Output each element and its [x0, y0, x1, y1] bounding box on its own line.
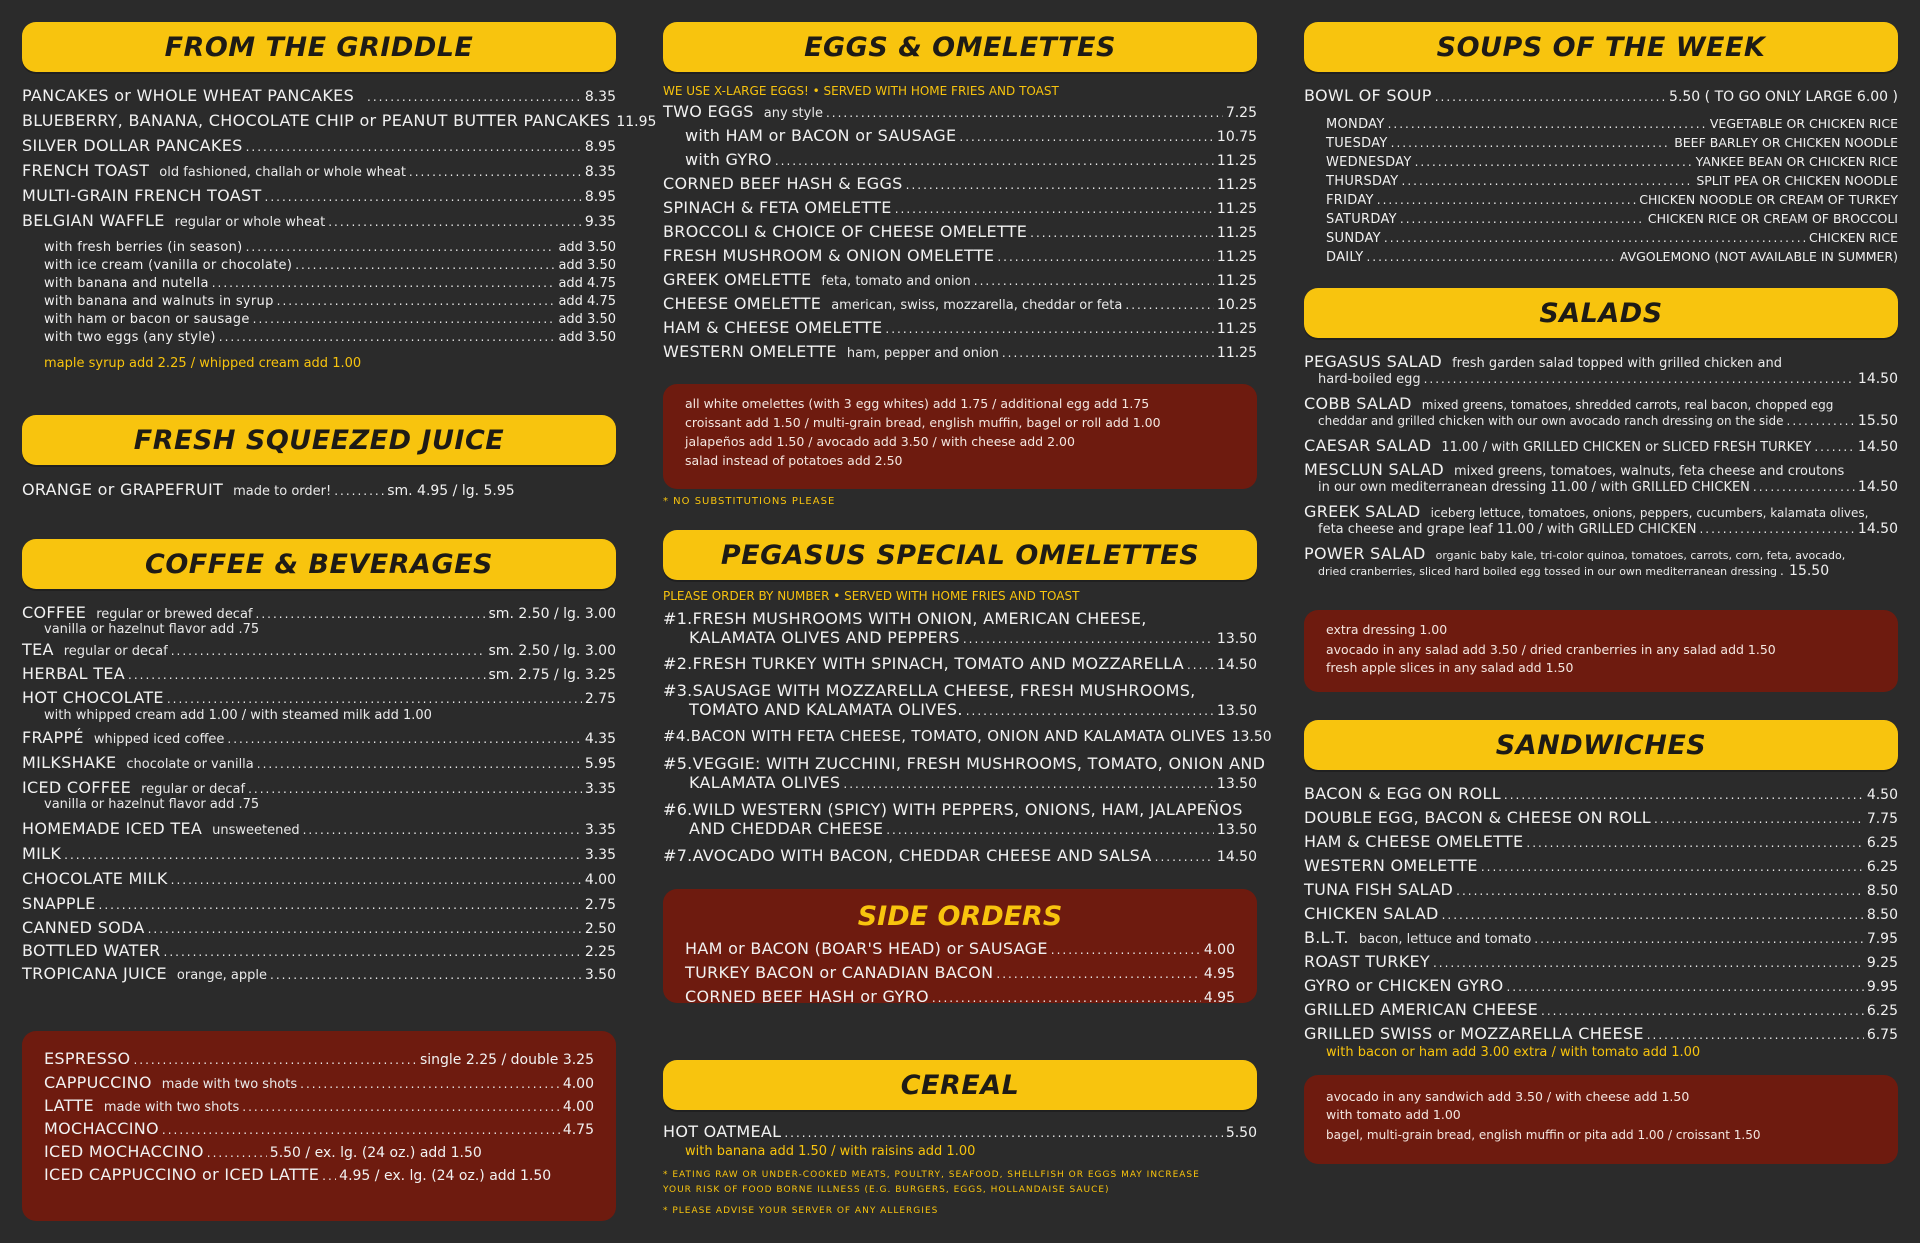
- menu-item: FRESH MUSHROOM & ONION OMELETTE ..... 11.25: [663, 246, 1257, 270]
- salad-item: PEGASUS SALAD fresh garden salad topped with grilled chicken and hard-boiled egg ..... 14.50: [1304, 352, 1898, 394]
- raw-food-warning: * EATING RAW OR UNDER-COOKED MEATS, POULTRY, SEAFOOD, SHELLFISH OR EGGS MAY INCREASE: [663, 1170, 1200, 1180]
- menu-item: ESPRESSO ..... single 2.25 / double 3.25: [44, 1049, 594, 1073]
- soup-day: TUESDAY ..... BEEF BARLEY OR CHICKEN NOODLE: [1326, 135, 1898, 154]
- coffee-section: [22, 539, 616, 987]
- menu-item: CHOCOLATE MILK ..... 4.00: [22, 869, 616, 894]
- special-item: #5.VEGGIE: WITH ZUCCHINI, FRESH MUSHROOMS, TOMATO, ONION AND KALAMATA OLIVES ..... 13.50: [663, 754, 1257, 800]
- menu-item: BOTTLED WATER ..... 2.25: [22, 941, 616, 964]
- espresso-box: [22, 1031, 616, 1221]
- menu-item: CHEESE OMELETTE american, swiss, mozzarella, cheddar or feta ..... 10.25: [663, 294, 1257, 318]
- menu-item: CANNED SODA ..... 2.50: [22, 918, 616, 941]
- menu-item: BLUEBERRY, BANANA, CHOCOLATE CHIP or PEANUT BUTTER PANCAKES 11.95: [22, 111, 657, 130]
- sandwiches-section: [1304, 720, 1898, 1063]
- special-item: #3.SAUSAGE WITH MOZZARELLA CHEESE, FRESH MUSHROOMS, TOMATO AND KALAMATA OLIVES. ..... 13.50: [663, 681, 1257, 727]
- cereal-section: CEREAL HOT OATMEAL ..... 5.50 with banana add 1.50 / with raisins add 1.00 * EATING RAW OR UNDER-COOKED MEATS, POULTRY, SEAFOOD, SHELLFISH OR EGGS MAY INCREASE YOUR RISK OF FOOD BORNE ILLNESS (E.G. BURGERS, EGGS, HOLLANDAISE SAUCE) * PLEASE ADVISE YOUR SERVER OF ANY ALLERGIES: [663, 1060, 1257, 1219]
- sandwiches-list: BACON & EGG ON ROLL ..... 4.50 DOUBLE EGG, BACON & CHEESE ON ROLL ..... 7.75 HAM & CHEESE OMELETTE ..... 6.25 WESTERN OMELETTE ..... 6.25 TUNA FISH SALAD ..... 8.50 CHICKEN SALAD ..... 8.50 B.L.T. bacon, lettuce and tomato ..... 7.95 ROAST TURKEY ..... 9.25 GYRO or CHICKEN GYRO ..... 9.95 GRILLED AMERICAN CHEESE ..... 6.25 GRILLED SWISS or MOZZARELLA CHEESE ..... 6.75 with bacon or ham add 3.00 extra / with tomato add 1.00: [1304, 784, 1898, 1063]
- eggs-list: [663, 102, 1257, 366]
- menu-item: SILVER DOLLAR PANCAKES ..... 8.95: [22, 136, 616, 161]
- salads-list: [1304, 352, 1898, 586]
- menu-item: with GYRO ..... 11.25: [663, 150, 1257, 174]
- menu-item: LATTE made with two shots ..... 4.00: [44, 1096, 594, 1119]
- coffee-list: COFFEE regular or brewed decaf ..... sm. 2.50 / lg. 3.00 vanilla or hazelnut flavor add .75 TEA regular or decaf ..... sm. 2.50 / lg. 3.00 HERBAL TEA ..... sm. 2.75 / lg. 3.25 HOT CHOCOLATE ..... 2.75 with whipped cream add 1.00 / with steamed milk add 1.00 FRAPPÉ whipped iced coffee ..... 4.35 MILKSHAKE chocolate or vanilla ..... 5.95 ICED COFFEE regular or decaf ..... 3.35 vanilla or hazelnut flavor add .75 HOMEMADE ICED TEA unsweetened ..... 3.35 MILK ..... 3.35 CHOCOLATE MILK ..... 4.00 SNAPPLE ..... 2.75 CANNED SODA ..... 2.50 BOTTLED WATER ..... 2.25 TROPICANA JUICE orange, apple ..... 3.50: [22, 603, 616, 987]
- omelette-extras-box: all white omelettes (with 3 egg whites) add 1.75 / additional egg add 1.75 croissant add 1.50 / multi-grain bread, english muffin, bagel or roll add 1.00 jalapeños add 1.50 / avocado add 3.50 / with cheese add 2.00 salad instead of potatoes add 2.50: [663, 384, 1257, 489]
- special-item: #6.WILD WESTERN (SPICY) WITH PEPPERS, ONIONS, HAM, JALAPEÑOS AND CHEDDAR CHEESE ..... 13.50: [663, 800, 1257, 846]
- menu-item: HOT CHOCOLATE ..... 2.75: [22, 688, 616, 708]
- menu-item: CAPPUCCINO made with two shots ..... 4.00: [44, 1073, 594, 1096]
- menu-item: HOMEMADE ICED TEA unsweetened ..... 3.35: [22, 819, 616, 844]
- menu-item: MOCHACCINO ..... 4.75: [44, 1119, 594, 1142]
- menu-item: COFFEE regular or brewed decaf ..... sm. 2.50 / lg. 3.00: [22, 603, 616, 622]
- menu-item: WESTERN OMELETTE ham, pepper and onion ..... 11.25: [663, 342, 1257, 366]
- special-item: #1.FRESH MUSHROOMS WITH ONION, AMERICAN CHEESE, KALAMATA OLIVES AND PEPPERS ..... 13.50: [663, 609, 1257, 654]
- addon-item: with two eggs (any style) ..... add 3.50: [22, 330, 616, 348]
- menu-item: with HAM or BACON or SAUSAGE ..... 10.75: [663, 126, 1257, 150]
- menu-item: GYRO or CHICKEN GYRO ..... 9.95: [1304, 976, 1898, 1000]
- menu-item: TEA regular or decaf ..... sm. 2.50 / lg. 3.00: [22, 640, 616, 664]
- griddle-note: maple syrup add 2.25 / whipped cream add 1.00: [44, 356, 362, 371]
- menu-item: CORNED BEEF HASH & EGGS ..... 11.25: [663, 174, 1257, 198]
- menu-item: GREEK OMELETTE feta, tomato and onion ..... 11.25: [663, 270, 1257, 294]
- salad-item: CAESAR SALAD 11.00 / with GRILLED CHICKEN or SLICED FRESH TURKEY ..... 14.50: [1304, 436, 1898, 460]
- soup-day: SUNDAY ..... CHICKEN RICE: [1326, 230, 1898, 249]
- addon-item: with ice cream (vanilla or chocolate) ..... add 3.50: [22, 258, 616, 276]
- addon-item: with fresh berries (in season) ..... add 3.50: [22, 240, 616, 258]
- soup-day: DAILY ..... AVGOLEMONO (NOT AVAILABLE IN SUMMER): [1326, 249, 1898, 268]
- soups-section: [1304, 22, 1898, 268]
- coffee-banner: COFFEE & BEVERAGES: [22, 539, 616, 589]
- addon-item: with banana and nutella ..... add 4.75: [22, 276, 616, 294]
- menu-item: HAM & CHEESE OMELETTE ..... 6.25: [1304, 832, 1898, 856]
- addon-item: with ham or bacon or sausage ..... add 3.50: [22, 312, 616, 330]
- griddle-addons: [22, 240, 616, 348]
- side-orders-box: [663, 889, 1257, 1006]
- menu-item: GRILLED SWISS or MOZZARELLA CHEESE ..... 6.75: [1304, 1024, 1898, 1045]
- menu-item: BACON & EGG ON ROLL ..... 4.50: [1304, 784, 1898, 808]
- menu-item: ICED MOCHACCINO ..... 5.50 / ex. lg. (24 oz.) add 1.50: [44, 1142, 594, 1165]
- menu-item: CORNED BEEF HASH or GYRO ..... 4.95: [685, 987, 1235, 1011]
- special-item: #4.BACON WITH FETA CHEESE, TOMATO, ONION AND KALAMATA OLIVES 13.50: [663, 727, 1272, 745]
- special-item: #2.FRESH TURKEY WITH SPINACH, TOMATO AND MOZZARELLA ..... 14.50: [663, 654, 1257, 681]
- sandwiches-banner: SANDWICHES: [1304, 720, 1898, 770]
- special-list: [663, 609, 1272, 873]
- side-orders-title: SIDE ORDERS: [857, 901, 1063, 932]
- no-substitutions-note: * NO SUBSTITUTIONS PLEASE: [663, 496, 836, 507]
- soup-day: MONDAY ..... VEGETABLE OR CHICKEN RICE: [1326, 116, 1898, 135]
- menu-item: TUNA FISH SALAD ..... 8.50: [1304, 880, 1898, 904]
- salad-item: COBB SALAD mixed greens, tomatoes, shredded carrots, real bacon, chopped egg cheddar and grilled chicken with our own avocado ranch dressing on the side ..... 15.50: [1304, 394, 1898, 436]
- menu-item: B.L.T. bacon, lettuce and tomato ..... 7.95: [1304, 928, 1898, 952]
- juice-banner: FRESH SQUEEZED JUICE: [22, 415, 616, 465]
- salads-banner: SALADS: [1304, 288, 1898, 338]
- griddle-list: [22, 86, 657, 371]
- menu-item: SPINACH & FETA OMELETTE ..... 11.25: [663, 198, 1257, 222]
- cereal-banner: CEREAL: [663, 1060, 1257, 1110]
- eggs-intro: WE USE X-LARGE EGGS! • SERVED WITH HOME FRIES AND TOAST: [663, 84, 1059, 98]
- menu-item: HAM & CHEESE OMELETTE ..... 11.25: [663, 318, 1257, 342]
- salad-item: MESCLUN SALAD mixed greens, tomatoes, walnuts, feta cheese and croutons in our own mediterranean dressing 11.00 / with GRILLED CHICKEN ..... 14.50: [1304, 460, 1898, 502]
- menu-item: TROPICANA JUICE orange, apple ..... 3.50: [22, 964, 616, 987]
- special-banner: PEGASUS SPECIAL OMELETTES: [663, 530, 1257, 580]
- menu-item: FRAPPÉ whipped iced coffee ..... 4.35: [22, 728, 616, 753]
- menu-item: ICED COFFEE regular or decaf ..... 3.35: [22, 778, 616, 797]
- soups-banner: SOUPS OF THE WEEK: [1304, 22, 1898, 72]
- soup-day: THURSDAY ..... SPLIT PEA OR CHICKEN NOODLE: [1326, 173, 1898, 192]
- salad-item: POWER SALAD organic baby kale, tri-color quinoa, tomatoes, carrots, corn, feta, avocado, dried cranberries, sliced hard boiled egg tossed in our own mediterranean dressing ..... 15.50: [1304, 544, 1898, 586]
- eggs-banner: EGGS & OMELETTES: [663, 22, 1257, 72]
- menu-item: SNAPPLE ..... 2.75: [22, 894, 616, 918]
- griddle-banner: FROM THE GRIDDLE: [22, 22, 616, 72]
- menu-item: ROAST TURKEY ..... 9.25: [1304, 952, 1898, 976]
- menu-item: DOUBLE EGG, BACON & CHEESE ON ROLL ..... 7.75: [1304, 808, 1898, 832]
- menu-item: ICED CAPPUCCINO or ICED LATTE ..... 4.95 / ex. lg. (24 oz.) add 1.50: [44, 1165, 594, 1188]
- soup-day: FRIDAY ..... CHICKEN NOODLE OR CREAM OF TURKEY: [1326, 192, 1898, 211]
- special-section: [663, 530, 1272, 873]
- menu-item: GRILLED AMERICAN CHEESE ..... 6.25: [1304, 1000, 1898, 1024]
- menu-item: TURKEY BACON or CANADIAN BACON ..... 4.95: [685, 963, 1235, 987]
- menu-item: MILK ..... 3.35: [22, 844, 616, 869]
- addon-item: with banana and walnuts in syrup ..... add 4.75: [22, 294, 616, 312]
- salad-extras-box: extra dressing 1.00 avocado in any salad add 3.50 / dried cranberries in any salad add 1.50 fresh apple slices in any salad add 1.50: [1304, 610, 1898, 692]
- special-intro: PLEASE ORDER BY NUMBER • SERVED WITH HOME FRIES AND TOAST: [663, 589, 1080, 603]
- menu-item: HAM or BACON (BOAR'S HEAD) or SAUSAGE ..... 4.00: [685, 939, 1235, 963]
- special-item: #7.AVOCADO WITH BACON, CHEDDAR CHEESE AND SALSA ..... 14.50: [663, 846, 1257, 873]
- griddle-section: [22, 22, 657, 371]
- salad-item: GREEK SALAD iceberg lettuce, tomatoes, onions, peppers, cucumbers, kalamata olives, feta cheese and grape leaf 11.00 / with GRILLED CHICKEN ..... 14.50: [1304, 502, 1898, 544]
- menu-item: HERBAL TEA ..... sm. 2.75 / lg. 3.25: [22, 664, 616, 688]
- menu-item: TWO EGGS any style ..... 7.25: [663, 102, 1257, 126]
- soup-days: [1304, 116, 1898, 268]
- eggs-section: [663, 22, 1257, 366]
- menu-item: FRENCH TOAST old fashioned, challah or whole wheat ..... 8.35: [22, 161, 616, 186]
- menu-item: MULTI-GRAIN FRENCH TOAST ..... 8.95: [22, 186, 616, 211]
- soup-day: WEDNESDAY ..... YANKEE BEAN OR CHICKEN RICE: [1326, 154, 1898, 173]
- menu-item: PANCAKES or WHOLE WHEAT PANCAKES ..... 8.35: [22, 86, 616, 111]
- menu-item: MILKSHAKE chocolate or vanilla ..... 5.95: [22, 753, 616, 778]
- allergy-note: * PLEASE ADVISE YOUR SERVER OF ANY ALLERGIES: [663, 1206, 939, 1216]
- menu-item: BELGIAN WAFFLE regular or whole wheat ..... 9.35: [22, 211, 616, 236]
- menu-item: BROCCOLI & CHOICE OF CHEESE OMELETTE ..... 11.25: [663, 222, 1257, 246]
- sandwich-extras-box: avocado in any sandwich add 3.50 / with cheese add 1.50 with tomato add 1.00 bagel, multi-grain bread, english muffin or pita add 1.00 / croissant 1.50: [1304, 1075, 1898, 1164]
- salads-section: [1304, 288, 1898, 586]
- soup-day: SATURDAY ..... CHICKEN RICE OR CREAM OF BROCCOLI: [1326, 211, 1898, 230]
- menu-item: ORANGE or GRAPEFRUIT made to order! ..... sm. 4.95 / lg. 5.95: [22, 480, 616, 505]
- menu-item: WESTERN OMELETTE ..... 6.25: [1304, 856, 1898, 880]
- menu-item: HOT OATMEAL ..... 5.50: [663, 1122, 1257, 1144]
- menu-item: BOWL OF SOUP ..... 5.50 ( TO GO ONLY LARGE 6.00 ): [1304, 86, 1898, 116]
- menu-item: CHICKEN SALAD ..... 8.50: [1304, 904, 1898, 928]
- juice-section: [22, 415, 616, 505]
